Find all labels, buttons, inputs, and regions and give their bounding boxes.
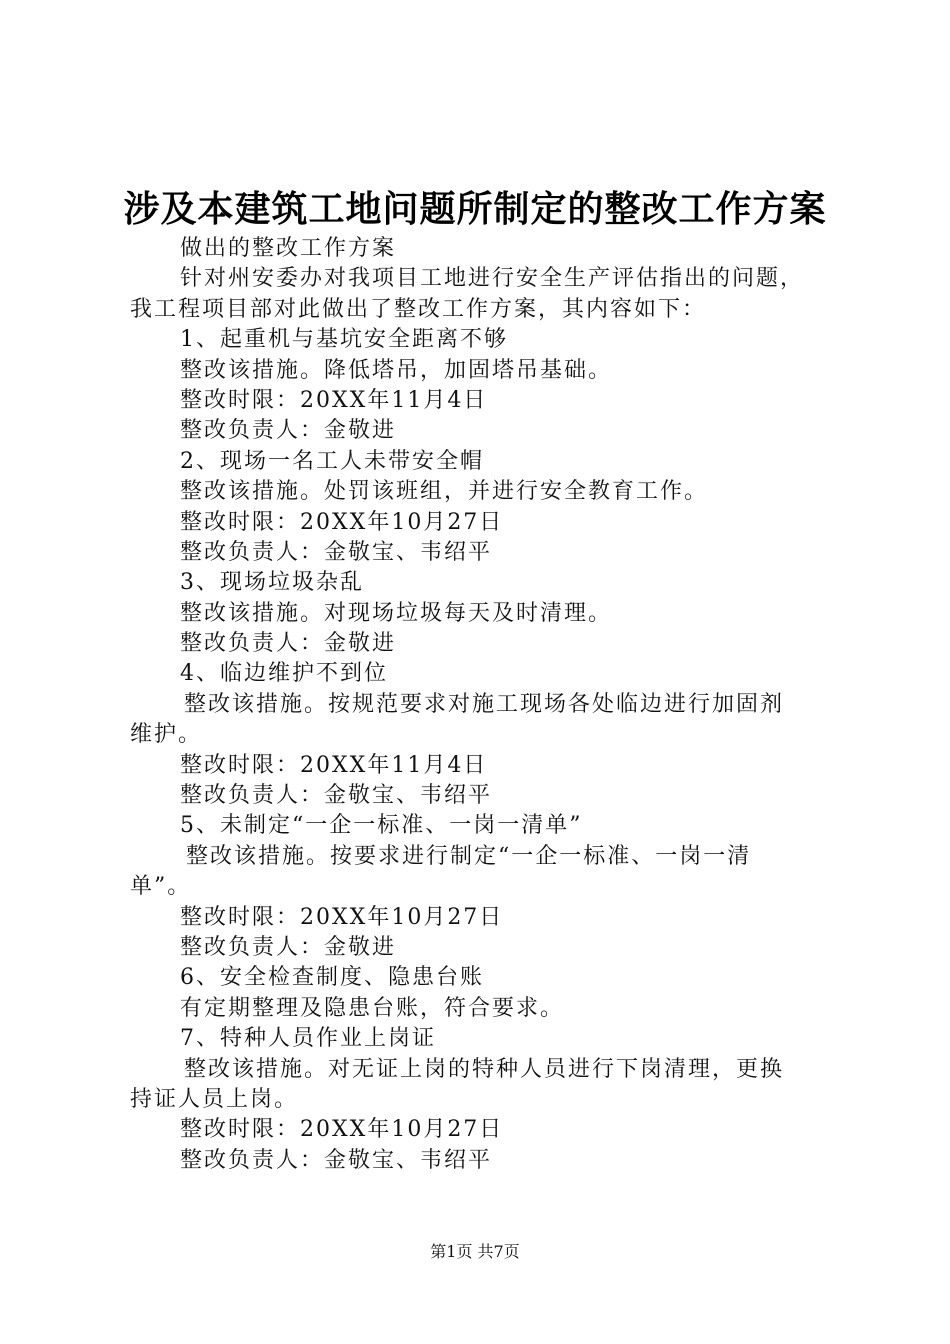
- deadline-line: 整改时限：20XX年10月27日: [180, 509, 504, 535]
- paragraph-line: 整改该措施。按规范要求对施工现场各处临边进行加固剂: [184, 691, 785, 717]
- document-body: [130, 234, 840, 1176]
- deadline-line: 整改时限：20XX年10月27日: [180, 904, 504, 930]
- responsible-line: 整改负责人：金敬进: [180, 418, 397, 444]
- paragraph-line: 整改该措施。按要求进行制定“一企一标准、一岗一清: [186, 843, 752, 869]
- page-number-footer: 第1页 共7页: [430, 1242, 520, 1261]
- responsible-line: 整改负责人：金敬进: [180, 631, 397, 657]
- paragraph-line: 单”。: [130, 874, 192, 900]
- issue-heading: 4、临边维护不到位: [180, 661, 388, 687]
- paragraph-line: 整改该措施。对无证上岗的特种人员进行下岗清理，更换: [184, 1056, 785, 1082]
- paragraph-line: 有定期整理及隐患台账，符合要求。: [180, 995, 565, 1021]
- paragraph-line: 整改该措施。降低塔吊，加固塔吊基础。: [180, 357, 613, 383]
- issue-heading: 3、现场垃圾杂乱: [180, 570, 364, 596]
- deadline-line: 整改时限：20XX年11月4日: [180, 752, 488, 778]
- paragraph-line: 持证人员上岗。: [130, 1086, 299, 1112]
- paragraph-line: 做出的整改工作方案: [180, 236, 397, 261]
- responsible-line: 整改负责人：金敬宝、韦绍平: [180, 539, 493, 565]
- issue-heading: 2、现场一名工人未带安全帽: [180, 448, 484, 474]
- issue-heading: 1、起重机与基坑安全距离不够: [180, 327, 508, 353]
- issue-heading: 7、特种人员作业上岗证: [180, 1026, 436, 1052]
- document-title: 涉及本建筑工地问题所制定的整改工作方案: [123, 188, 827, 230]
- paragraph-line: 整改该措施。对现场垃圾每天及时清理。: [180, 600, 613, 626]
- responsible-line: 整改负责人：金敬宝、韦绍平: [180, 783, 493, 809]
- deadline-line: 整改时限：20XX年11月4日: [180, 387, 488, 413]
- responsible-line: 整改负责人：金敬进: [180, 934, 397, 960]
- deadline-line: 整改时限：20XX年10月27日: [180, 1117, 504, 1143]
- issue-heading: 5、未制定“一企一标准、一岗一清单”: [180, 813, 583, 839]
- responsible-line: 整改负责人：金敬宝、韦绍平: [180, 1147, 493, 1173]
- paragraph-line: 整改该措施。处罚该班组，并进行安全教育工作。: [180, 479, 709, 505]
- paragraph-line: 我工程项目部对此做出了整改工作方案，其内容如下：: [130, 296, 707, 322]
- paragraph-line: 针对州安委办对我项目工地进行安全生产评估指出的问题，: [180, 266, 805, 292]
- issue-heading: 6、安全检查制度、隐患台账: [180, 965, 484, 991]
- paragraph-line: 维护。: [130, 722, 203, 748]
